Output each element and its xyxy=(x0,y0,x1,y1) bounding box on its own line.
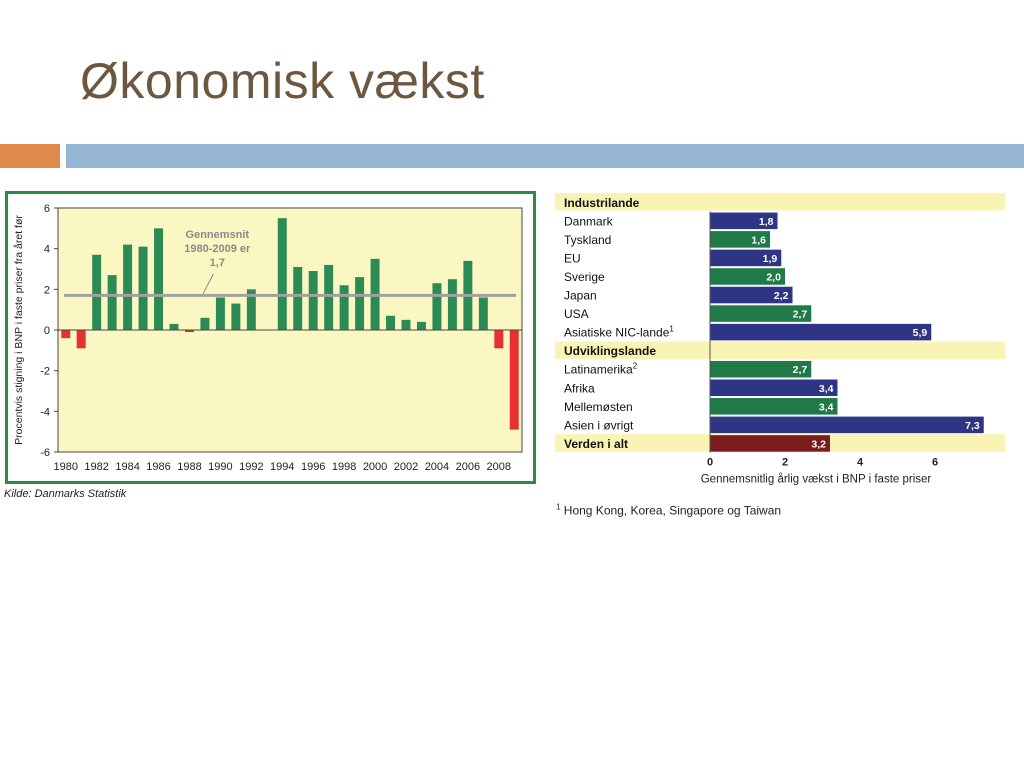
x-tick-label: 1992 xyxy=(239,461,264,473)
bar-value-label: 3,2 xyxy=(811,438,826,451)
bar-value-label: 2,7 xyxy=(792,308,808,321)
x-tick-label: 1982 xyxy=(84,461,109,473)
region-label: USA xyxy=(564,307,589,322)
bar-2001 xyxy=(386,316,395,330)
region-label: EU xyxy=(564,251,581,266)
group-header: Udviklingslande xyxy=(564,344,657,359)
x-tick-label: 1986 xyxy=(146,461,171,473)
bar-1996 xyxy=(309,271,318,330)
bar-1986 xyxy=(154,228,163,330)
y-tick-label: -2 xyxy=(40,365,50,378)
region-label: Japan xyxy=(564,288,597,303)
bar-1995 xyxy=(293,267,302,330)
bar-1998 xyxy=(340,285,349,330)
y-tick-label: -6 xyxy=(40,447,50,459)
gdp-growth-chart xyxy=(8,194,533,481)
bar-value-label: 1,8 xyxy=(758,215,774,228)
region-label: Tyskland xyxy=(564,232,612,247)
regional-growth-chart xyxy=(550,188,1010,518)
x-axis-label: Gennemsnitlig årlig vækst i BNP i faste priser xyxy=(700,473,932,486)
region-label: Latinamerika$^2$ xyxy=(564,361,638,377)
x-tick-label: 1990 xyxy=(208,461,233,473)
x-tick-label: 1984 xyxy=(115,461,140,473)
x-tick-label: 4 xyxy=(856,456,864,469)
x-tick-label: 2002 xyxy=(393,461,419,473)
bar-value-label: 7,3 xyxy=(965,419,980,432)
bar-value-label: 2,0 xyxy=(766,271,781,284)
accent-bar-orange xyxy=(0,144,60,168)
x-tick-label: 6 xyxy=(931,456,939,469)
bar-value-label: 3,4 xyxy=(818,401,834,414)
total-label: Verden i alt xyxy=(564,436,629,451)
bar-1982 xyxy=(92,255,101,330)
y-tick-label: 2 xyxy=(43,284,50,297)
bar-1980 xyxy=(61,330,70,338)
bar-1991 xyxy=(231,304,240,330)
bar-value-label: 1,6 xyxy=(751,234,766,247)
bar-1987 xyxy=(170,324,179,330)
average-annotation: Gennemsnit xyxy=(185,229,250,241)
bar-value-label: 5,9 xyxy=(912,327,928,340)
bar-1990 xyxy=(216,297,225,330)
region-label: Mellemøsten xyxy=(564,399,633,414)
region-label: Asien i øvrigt xyxy=(564,418,634,433)
bar-2008 xyxy=(494,330,503,348)
bar-value-label: 3,4 xyxy=(818,382,834,395)
y-tick-label: -4 xyxy=(40,406,50,419)
y-tick-label: 4 xyxy=(43,243,50,256)
bar-2002 xyxy=(402,320,411,330)
x-tick-label: 1996 xyxy=(300,461,326,473)
bar-1994 xyxy=(278,218,287,330)
region-label: Afrika xyxy=(564,381,595,396)
slide-title: Økonomisk vækst xyxy=(80,53,485,109)
bar-2005 xyxy=(448,279,457,330)
x-tick-label: 1988 xyxy=(177,461,202,473)
bar-1983 xyxy=(108,275,117,330)
bar-value-label: 2,7 xyxy=(792,364,808,377)
bar-2004 xyxy=(432,283,441,330)
bar-2003 xyxy=(417,322,426,330)
bar-2007 xyxy=(479,297,488,330)
bar-value-label: 2,2 xyxy=(773,290,789,303)
region-label: Asiatiske NIC-lande$^1$ xyxy=(564,324,674,340)
bar-1989 xyxy=(200,318,209,330)
x-tick-label: 2006 xyxy=(455,461,481,473)
region-label: Danmark xyxy=(564,214,613,229)
average-annotation: 1,7 xyxy=(209,257,225,269)
x-tick-label: 2008 xyxy=(486,461,512,473)
bar-asien-i-øvrigt xyxy=(710,417,984,434)
x-tick-label: 2000 xyxy=(362,461,388,473)
bar-1997 xyxy=(324,265,333,330)
bar-1984 xyxy=(123,245,132,330)
x-tick-label: 0 xyxy=(706,456,714,469)
y-tick-label: 6 xyxy=(43,203,50,215)
bar-value-label: 1,9 xyxy=(762,252,778,265)
x-tick-label: 1994 xyxy=(270,461,295,473)
chart-source: Kilde: Danmarks Statistik xyxy=(4,488,127,500)
y-tick-label: 0 xyxy=(43,325,50,337)
x-tick-label: 1980 xyxy=(53,461,78,473)
x-tick-label: 1998 xyxy=(331,461,357,473)
footnote: $^1$ Hong Kong, Korea, Singapore og Taiwan xyxy=(556,502,782,518)
region-label: Sverige xyxy=(564,269,605,284)
bar-asiatiske-nic-lande xyxy=(710,324,931,341)
bar-1981 xyxy=(77,330,86,348)
bar-1985 xyxy=(139,247,148,330)
group-header: Industrilande xyxy=(564,195,640,210)
average-annotation: 1980-2009 er xyxy=(184,243,251,255)
bar-1999 xyxy=(355,277,364,330)
x-tick-label: 2004 xyxy=(424,461,450,473)
y-axis-label: Procentvis stigning i BNP i faste priser fra året før xyxy=(13,215,25,445)
x-tick-label: 2 xyxy=(781,456,789,469)
bar-2009 xyxy=(510,330,519,430)
gdp-growth-chart-frame xyxy=(5,191,536,484)
accent-bar-blue xyxy=(66,144,1024,168)
